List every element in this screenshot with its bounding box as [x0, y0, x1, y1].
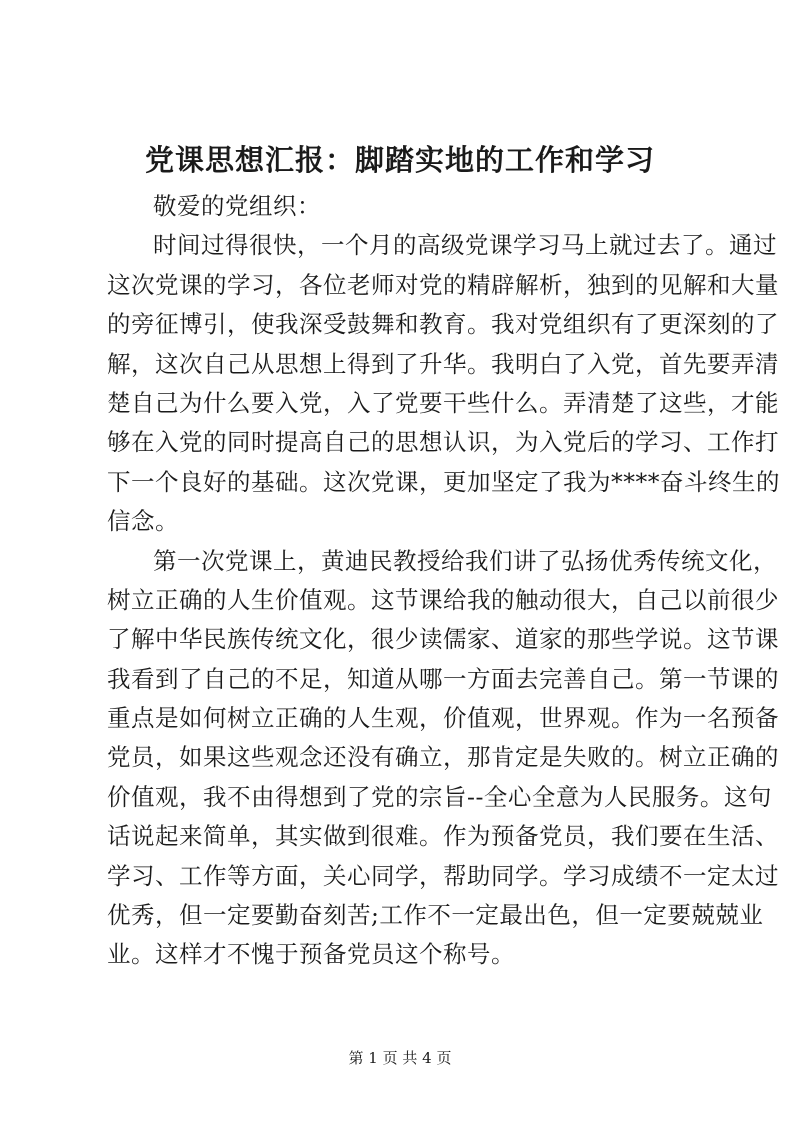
salutation: 敬爱的党组织： — [153, 192, 321, 220]
paragraph-line: 树立正确的人生价值观。这节课给我的触动很大，自己以前很少 — [107, 585, 779, 614]
paragraph-line: 的旁征博引，使我深受鼓舞和教育。我对党组织有了更深刻的了 — [107, 310, 779, 339]
paragraph-line: 重点是如何树立正确的人生观，价值观，世界观。作为一名预备 — [107, 704, 779, 733]
paragraph-line: 解，这次自己从思想上得到了升华。我明白了入党，首先要弄清 — [107, 349, 779, 378]
paragraph-line: 业。这样才不愧于预备党员这个称号。 — [107, 940, 515, 969]
paragraph-line: 了解中华民族传统文化，很少读儒家、道家的那些学说。这节课 — [107, 625, 779, 654]
paragraph-2 — [107, 542, 779, 975]
page-number-footer: 第 1 页 共 4 页 — [348, 1049, 452, 1067]
paragraph-line: 够在入党的同时提高自己的思想认识，为入党后的学习、工作打 — [107, 428, 779, 457]
paragraph-line: 党员，如果这些观念还没有确立，那肯定是失败的。树立正确的 — [107, 743, 779, 772]
paragraph-line: 第一次党课上，黄迪民教授给我们讲了弘扬优秀传统文化， — [153, 546, 777, 575]
paragraph-line: 话说起来简单，其实做到很难。作为预备党员，我们要在生活、 — [107, 822, 779, 851]
paragraph-line: 楚自己为什么要入党，入了党要干些什么。弄清楚了这些，才能 — [107, 388, 779, 417]
paragraph-line: 学习、工作等方面，关心同学，帮助同学。学习成绩不一定太过 — [107, 861, 779, 890]
paragraph-line: 下一个良好的基础。这次党课，更加坚定了我为****奋斗终生的 — [107, 467, 780, 496]
document-title: 党课思想汇报：脚踏实地的工作和学习 — [144, 143, 655, 177]
paragraph-line: 这次党课的学习，各位老师对党的精辟解析，独到的见解和大量 — [107, 270, 779, 299]
paragraph-line: 信念。 — [107, 507, 179, 536]
paragraph-line: 时间过得很快，一个月的高级党课学习马上就过去了。通过 — [153, 231, 777, 260]
paragraph-line: 我看到了自己的不足，知道从哪一方面去完善自己。第一节课的 — [107, 664, 779, 693]
paragraph-1 — [107, 226, 780, 541]
paragraph-line: 价值观，我不由得想到了党的宗旨--全心全意为人民服务。这句 — [107, 782, 772, 811]
paragraph-line: 优秀，但一定要勤奋刻苦;工作不一定最出色，但一定要兢兢业 — [107, 901, 764, 930]
document-body — [107, 187, 780, 975]
